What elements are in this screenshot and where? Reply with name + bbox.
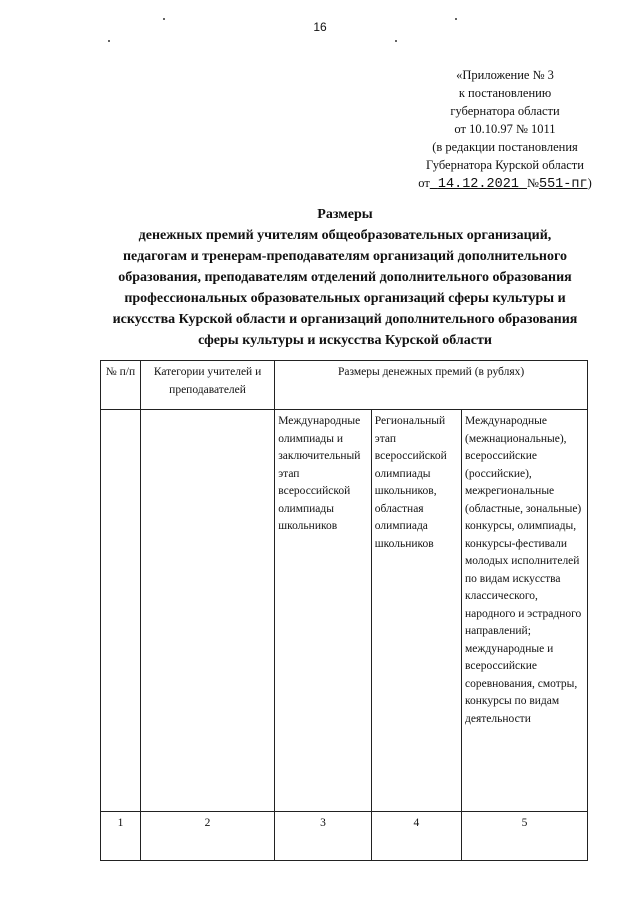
- column-number-cell: 2: [140, 812, 274, 861]
- title-line: Размеры: [317, 207, 373, 222]
- appendix-line: от 10.10.97 № 1011: [454, 122, 556, 136]
- title-line: искусства Курской области и организаций дополнительного образования: [112, 312, 578, 327]
- handwritten-date: 14.12.2021: [437, 177, 519, 192]
- number-prefix: №: [527, 176, 539, 190]
- title-line: педагогам и тренерам-преподавателям организаций дополнительного: [122, 249, 567, 264]
- table-subheader-row: [101, 410, 588, 812]
- header-cell-category: Категории учителей и преподавателей: [140, 361, 274, 410]
- appendix-date-line: [405, 174, 605, 194]
- document-title: [60, 204, 630, 351]
- premium-table: [100, 360, 588, 861]
- table-header-row: [101, 361, 588, 410]
- closing-paren: ): [587, 176, 592, 190]
- table-numbering-row: [101, 812, 588, 861]
- appendix-line: к постановлению: [458, 86, 552, 100]
- scan-speck: [108, 40, 110, 42]
- appendix-line: Губернатора Курской области: [426, 158, 584, 172]
- empty-cell: [101, 410, 141, 812]
- column-number-cell: 4: [371, 812, 461, 861]
- header-cell-number: № п/п: [101, 361, 141, 410]
- subheader-cell-international: Международные олимпиады и заключительный этап всероссийской олимпиады школьников: [275, 410, 372, 812]
- scan-speck: [163, 18, 165, 20]
- handwritten-number: 551-пг: [538, 177, 588, 192]
- empty-cell: [140, 410, 274, 812]
- date-prefix: от: [418, 176, 430, 190]
- subheader-cell-competitions: Международные (межнациональные), всероссийские (российские), межрегиональные (областные, зональные) конкурсы, олимпиады, конкурсы-фестивали молодых исполнителей по видам искусства классического, народного и эстрадного направлений; международные и всероссийские соревнования, смотры, конкурсы по видам деятельности: [462, 410, 588, 812]
- appendix-line: «Приложение № 3: [456, 68, 554, 82]
- appendix-line: губернатора области: [450, 104, 560, 118]
- title-line: образования, преподавателям отделений дополнительного образования: [118, 270, 572, 285]
- title-line: денежных премий учителям общеобразовательных организаций,: [138, 228, 552, 243]
- column-number-cell: 5: [462, 812, 588, 861]
- page-number: 16: [313, 20, 327, 34]
- title-line: профессиональных образовательных организаций сферы культуры и: [124, 291, 566, 306]
- column-number-cell: 1: [101, 812, 141, 861]
- appendix-header: [405, 66, 605, 194]
- scan-speck: [395, 40, 397, 42]
- title-line: сферы культуры и искусства Курской области: [198, 333, 492, 348]
- scan-speck: [455, 18, 457, 20]
- appendix-line: (в редакции постановления: [432, 140, 578, 154]
- header-cell-premium-group: Размеры денежных премий (в рублях): [275, 361, 588, 410]
- subheader-cell-regional: Региональный этап всероссийской олимпиады школьников, областная олимпиада школьников: [371, 410, 461, 812]
- column-number-cell: 3: [275, 812, 372, 861]
